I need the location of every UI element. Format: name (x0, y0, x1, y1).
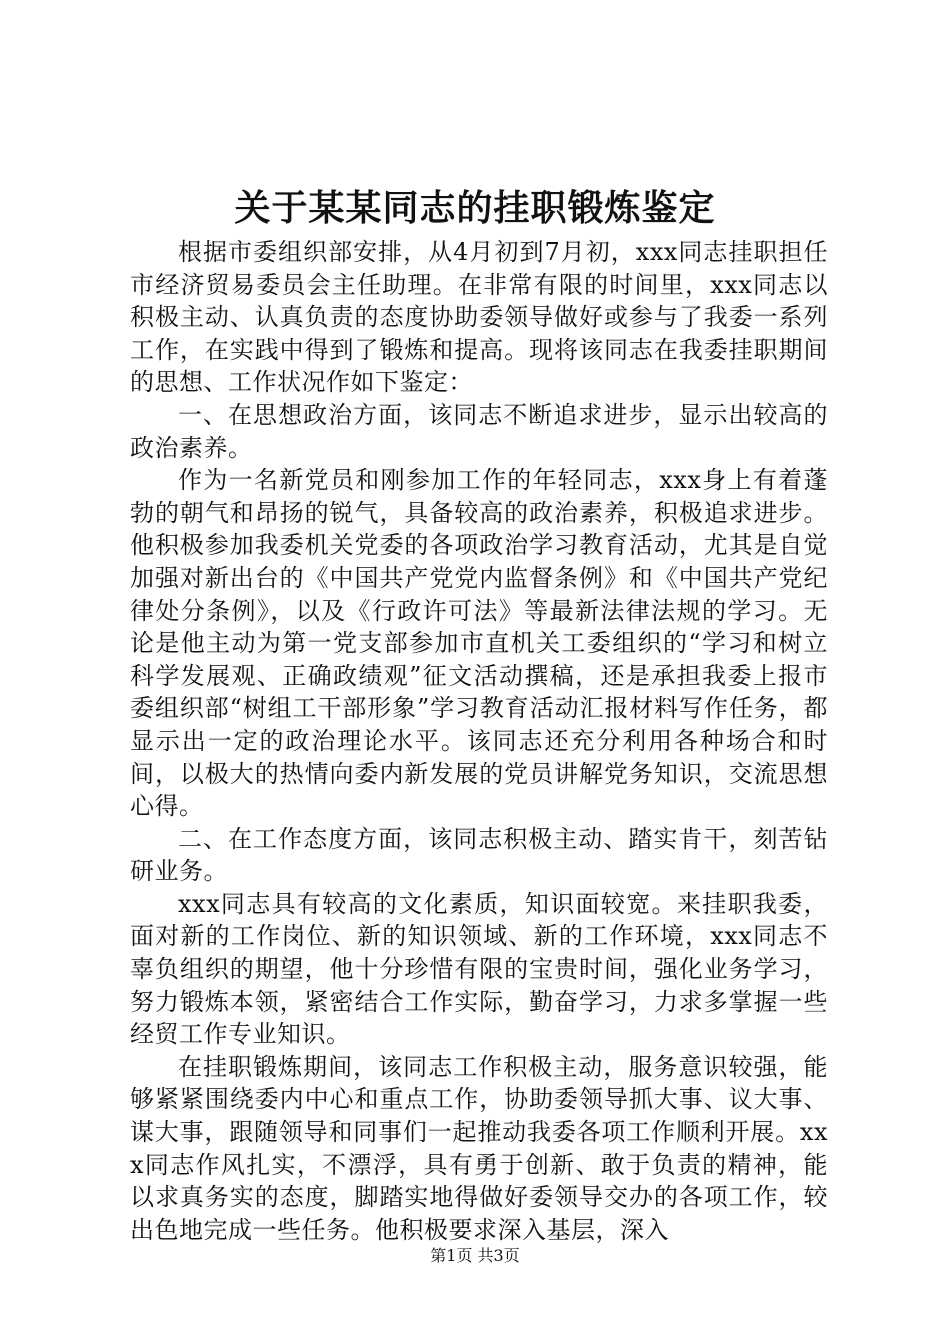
paragraph: 在挂职锻炼期间，该同志工作积极主动，服务意识较强，能够紧紧围绕委内中心和重点工作，协助委领导抓大事、议大事、谋大事，跟随领导和同事们一起推动我委各项工作顺利开展。xxx同志作风扎实，不漂浮，具有勇于创新、敢于负责的精神，能以求真务实的态度，脚踏实地得做好委领导交办的各项工作，较出色地完成一些任务。他积极要求深入基层，深入 (130, 1052, 828, 1244)
paragraph: xxx同志具有较高的文化素质，知识面较宽。来挂职我委，面对新的工作岗位、新的知识领域、新的工作环境，xxx同志不辜负组织的期望，他十分珍惜有限的宝贵时间，强化业务学习，努力锻炼本领，紧密结合工作实际，勤奋学习，力求多掌握一些经贸工作专业知识。 (130, 889, 828, 1049)
section-heading: 二、在工作态度方面，该同志积极主动、踏实肯干，刻苦钻研业务。 (130, 824, 828, 886)
paragraph: 作为一名新党员和刚参加工作的年轻同志，xxx身上有着蓬勃的朝气和昂扬的锐气，具备较高的政治素养，积极追求进步。他积极参加我委机关党委的各项政治学习教育活动，尤其是自觉加强对新出台的《中国共产党党内监督条例》和《中国共产党纪律处分条例》，以及《行政许可法》等最新法律法规的学习。无论是他主动为第一党支部参加市直机关工委组织的“学习和树立科学发展观、正确政绩观”征文活动撰稿，还是承担我委上报市委组织部“树组工干部形象”学习教育活动汇报材料写作任务，都显示出一定的政治理论水平。该同志还充分利用各种场合和时间，以极大的热情向委内新发展的党员讲解党务知识，交流思想心得。 (130, 466, 828, 821)
document-title: 关于某某同志的挂职锻炼鉴定 (234, 187, 716, 229)
document-body (130, 236, 828, 1246)
page-number: 第1页 共3页 (430, 1246, 520, 1265)
section-heading: 一、在思想政治方面，该同志不断追求进步，显示出较高的政治素养。 (130, 400, 828, 462)
paragraph: 根据市委组织部安排，从4月初到7月初，xxx同志挂职担任市经济贸易委员会主任助理。在非常有限的时间里，xxx同志以积极主动、认真负责的态度协助委领导做好或参与了我委一系列工作，在实践中得到了锻炼和提高。现将该同志在我委挂职期间的思想、工作状况作如下鉴定： (130, 238, 828, 397)
